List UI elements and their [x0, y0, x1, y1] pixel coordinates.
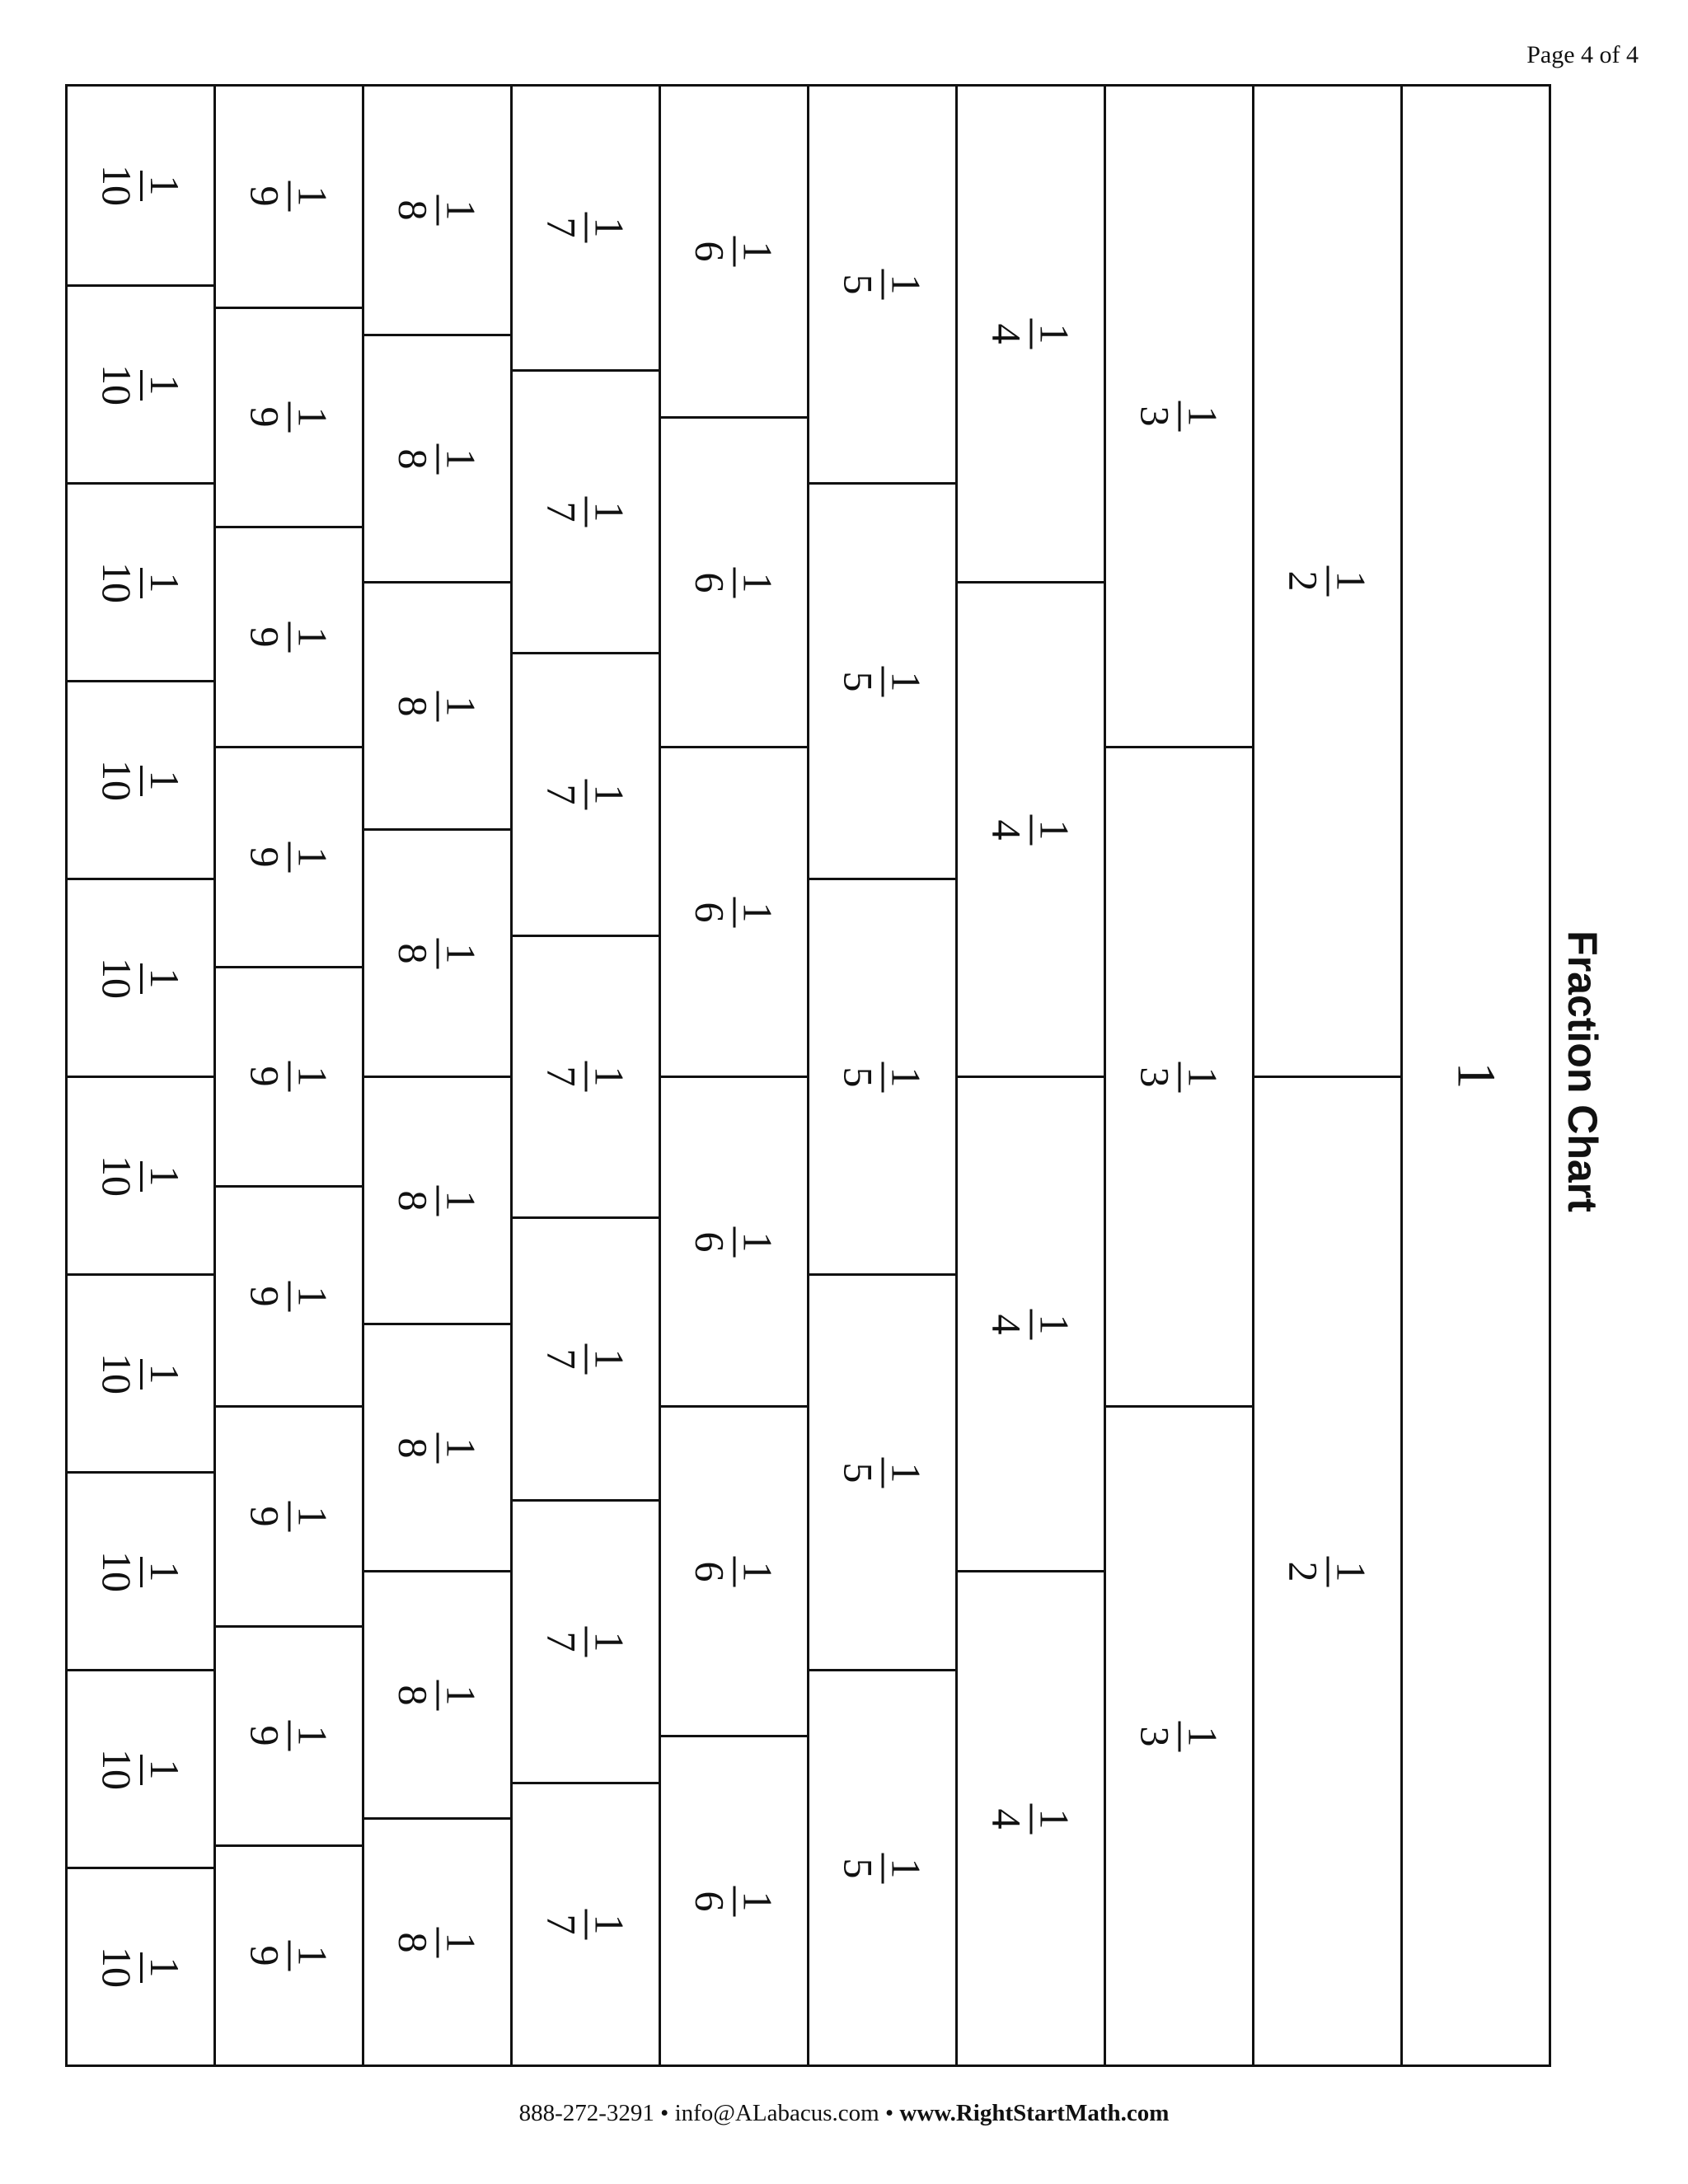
fraction-piece: [1254, 87, 1400, 1076]
denominator: 7: [538, 784, 585, 805]
numerator: 1: [585, 1627, 631, 1657]
fraction-piece: [364, 87, 510, 334]
fraction-piece: [364, 334, 510, 581]
fraction-piece: [1254, 1076, 1400, 2064]
fraction-label: [390, 1680, 485, 1710]
fraction-label: [538, 1344, 633, 1375]
fraction-label: [241, 1062, 336, 1092]
fraction-piece: [661, 746, 807, 1076]
numerator: 1: [1030, 814, 1076, 845]
denominator: 9: [241, 1725, 288, 1746]
fraction-label: [538, 496, 633, 527]
denominator: 3: [1132, 405, 1179, 427]
numerator: 1: [882, 269, 927, 300]
denominator: 7: [538, 217, 585, 238]
numerator: 1: [288, 1062, 334, 1092]
fraction-label: [538, 779, 633, 809]
fraction-label: [835, 1853, 930, 1883]
numerator: 1: [288, 841, 334, 872]
fraction-piece: [958, 1076, 1104, 1570]
numerator: 1: [288, 1721, 334, 1751]
fraction-label: [241, 622, 336, 653]
fraction-label: [687, 1226, 781, 1257]
denominator: 5: [835, 1462, 882, 1483]
denominator: 10: [93, 759, 140, 801]
fraction-piece: [68, 1076, 213, 1273]
fraction-label: [241, 181, 336, 212]
denominator: 4: [983, 819, 1030, 840]
denominator: 4: [983, 1314, 1030, 1334]
numerator: 1: [1179, 1062, 1224, 1092]
fraction-piece: [513, 1216, 659, 1499]
denominator: 9: [241, 1945, 288, 1966]
denominator: 10: [93, 1352, 140, 1394]
fraction-label: [390, 691, 485, 721]
footer-email: info@ALabacus.com: [674, 2100, 879, 2126]
fraction-piece: [661, 1076, 807, 1405]
fraction-piece: [68, 1471, 213, 1669]
denominator: 6: [687, 572, 734, 593]
fraction-label: [241, 1941, 336, 1971]
chart-title-text: Fraction Chart: [1559, 930, 1606, 1212]
denominator: 5: [835, 671, 882, 691]
fraction-piece: [1106, 746, 1252, 1405]
numerator: 1: [140, 1160, 185, 1191]
fraction-piece: [68, 1669, 213, 1867]
fraction-piece: [513, 369, 659, 652]
denominator: 10: [93, 1946, 140, 1988]
numerator: 1: [288, 1282, 334, 1312]
fraction-piece: [661, 87, 807, 416]
fraction-piece: [216, 1844, 362, 2064]
footer-website: www.RightStartMath.com: [899, 2100, 1170, 2126]
denominator: 8: [390, 1932, 437, 1952]
denominator: 3: [1132, 1066, 1179, 1087]
fraction-piece: [364, 1076, 510, 1323]
denominator: 8: [390, 1437, 437, 1458]
fraction-piece: [513, 935, 659, 1217]
fraction-piece: [364, 1817, 510, 2064]
fraction-label: [390, 1185, 485, 1216]
denominator: 10: [93, 1748, 140, 1790]
denominator: 8: [390, 1685, 437, 1705]
fraction-label: [93, 359, 188, 410]
numerator: 1: [140, 1754, 185, 1784]
fraction-label: [93, 953, 188, 1004]
fraction-piece: [809, 1669, 955, 2064]
fraction-label: [983, 1803, 1078, 1834]
denominator: 8: [390, 1190, 437, 1211]
fraction-label: [390, 1927, 485, 1957]
fraction-strip: [216, 87, 364, 2064]
fraction-piece: [68, 1867, 213, 2064]
numerator: 1: [585, 1344, 631, 1375]
denominator: 10: [93, 1550, 140, 1592]
fraction-piece: [216, 87, 362, 307]
numerator: 1: [140, 1358, 185, 1389]
fraction-piece: [513, 1499, 659, 1782]
denominator: 4: [983, 1808, 1030, 1829]
fraction-strip: [513, 87, 661, 2064]
fraction-strip: [1106, 87, 1254, 2064]
denominator: 9: [241, 626, 288, 648]
fraction-label: [241, 1721, 336, 1751]
fraction-piece: [216, 1405, 362, 1625]
numerator: 1: [734, 1226, 779, 1257]
fraction-label: [390, 195, 485, 226]
numerator: 1: [437, 691, 482, 721]
denominator: 8: [390, 448, 437, 469]
fraction-label: [538, 1910, 633, 1940]
numerator: 1: [288, 402, 334, 433]
fraction-piece: [68, 680, 213, 878]
denominator: 9: [241, 1286, 288, 1307]
fraction-label: [687, 567, 781, 598]
fraction-label: [538, 213, 633, 243]
fraction-label: [1132, 401, 1226, 432]
numerator: 1: [437, 1680, 482, 1710]
numerator: 1: [140, 567, 185, 598]
fraction-piece: [216, 307, 362, 527]
fraction-piece: [68, 878, 213, 1076]
fraction-label: [835, 666, 930, 696]
fraction-piece: [216, 746, 362, 966]
fraction-piece: [809, 87, 955, 482]
footer: [0, 2100, 1688, 2127]
numerator: 1: [734, 1886, 779, 1916]
fraction-piece: [216, 1625, 362, 1845]
numerator: 1: [140, 765, 185, 795]
numerator: 1: [288, 1941, 334, 1971]
fraction-label: [390, 443, 485, 474]
numerator: 1: [437, 1432, 482, 1463]
denominator: 5: [835, 274, 882, 295]
fraction-strip: [958, 87, 1106, 2064]
fraction-strip: [68, 87, 216, 2064]
fraction-label: [93, 1348, 188, 1399]
fraction-label: [983, 319, 1078, 349]
numerator: 1: [585, 779, 631, 809]
fraction-label: [390, 938, 485, 968]
numerator: 1: [734, 237, 779, 267]
fraction-label: [835, 1062, 930, 1092]
numerator: 1: [734, 1556, 779, 1586]
numerator: 1: [882, 666, 927, 696]
numerator: 1: [882, 1062, 927, 1092]
fraction-piece: [809, 1273, 955, 1669]
denominator: 6: [687, 1891, 734, 1911]
numerator: 1: [1030, 1803, 1076, 1834]
denominator: 8: [390, 696, 437, 716]
numerator: 1: [1327, 566, 1372, 597]
denominator: 8: [390, 199, 437, 221]
fraction-label: [835, 1457, 930, 1488]
numerator: 1: [437, 938, 482, 968]
numerator: 1: [288, 1501, 334, 1531]
numerator: 1: [140, 171, 185, 201]
fraction-piece: [68, 87, 213, 284]
fraction-label: [538, 1062, 633, 1092]
fraction-piece: [364, 828, 510, 1076]
denominator: 10: [93, 1155, 140, 1197]
denominator: 7: [538, 1631, 585, 1652]
numerator: 1: [1030, 319, 1076, 349]
fraction-piece: [661, 416, 807, 746]
fraction-strip: [1403, 87, 1549, 2064]
fraction-label: [983, 814, 1078, 845]
numerator: 1: [140, 1952, 185, 1982]
numerator: 1: [1327, 1556, 1372, 1586]
fraction-label: [241, 402, 336, 433]
numerator: 1: [585, 1062, 631, 1092]
denominator: 2: [1280, 570, 1327, 592]
numerator: 1: [140, 963, 185, 993]
denominator: 5: [835, 1858, 882, 1878]
denominator: 3: [1132, 1726, 1179, 1746]
fraction-label: [390, 1432, 485, 1463]
numerator: 1: [1179, 401, 1224, 432]
numerator: 1: [437, 1927, 482, 1957]
fraction-label: [93, 1942, 188, 1993]
fraction-piece: [216, 1185, 362, 1405]
fraction-label: [93, 755, 188, 806]
denominator: 7: [538, 1348, 585, 1370]
fraction-label: [241, 1282, 336, 1312]
fraction-label: [687, 1886, 781, 1916]
fraction-piece: [364, 1570, 510, 1817]
denominator: 7: [538, 501, 585, 523]
fraction-piece: [68, 284, 213, 482]
footer-separator: •: [884, 2100, 894, 2126]
fraction-chart: [65, 84, 1551, 2067]
denominator: 10: [93, 561, 140, 603]
fraction-piece: [513, 87, 659, 369]
numerator: 1: [734, 897, 779, 927]
numerator: 1: [585, 213, 631, 243]
page-number: Page 4 of 4: [1526, 41, 1639, 68]
numerator: 1: [585, 1910, 631, 1940]
fraction-piece: [958, 581, 1104, 1076]
fraction-piece: [364, 1323, 510, 1570]
fraction-label: [93, 1744, 188, 1795]
fraction-label: [241, 841, 336, 872]
footer-phone: 888-272-3291: [518, 2100, 654, 2126]
numerator: 1: [585, 496, 631, 527]
fraction-label: [93, 160, 188, 211]
fraction-piece: [809, 482, 955, 878]
numerator: 1: [437, 1185, 482, 1216]
fraction-strip: [1254, 87, 1403, 2064]
denominator: 5: [835, 1066, 882, 1087]
fraction-label: [1280, 566, 1375, 597]
denominator: 6: [687, 1231, 734, 1252]
numerator: 1: [882, 1457, 927, 1488]
fraction-strip: [809, 87, 958, 2064]
numerator: 1: [140, 1556, 185, 1586]
fraction-piece: [661, 1735, 807, 2064]
fraction-label: [983, 1309, 1078, 1339]
denominator: 6: [687, 241, 734, 262]
fraction-label: [93, 557, 188, 608]
denominator: 8: [390, 943, 437, 963]
denominator: 10: [93, 165, 140, 206]
fraction-label: [835, 269, 930, 300]
denominator: 7: [538, 1914, 585, 1935]
numerator: 1: [288, 622, 334, 653]
denominator: 10: [93, 957, 140, 999]
denominator: 9: [241, 185, 288, 207]
fraction-piece: [661, 1405, 807, 1735]
fraction-piece: [1106, 1405, 1252, 2064]
fraction-piece: [513, 652, 659, 935]
fraction-label: [687, 897, 781, 927]
fraction-label: [93, 1151, 188, 1202]
fraction-piece: [216, 966, 362, 1186]
fraction-piece: [216, 526, 362, 746]
fraction-label: [1280, 1556, 1375, 1586]
numerator: 1: [882, 1853, 927, 1883]
fraction-label: [241, 1501, 336, 1531]
fraction-piece: [1403, 87, 1549, 2064]
fraction-label: [538, 1627, 633, 1657]
denominator: 6: [687, 902, 734, 922]
fraction-label: [1132, 1721, 1226, 1751]
fraction-piece: [68, 1273, 213, 1471]
denominator: 2: [1280, 1561, 1327, 1582]
numerator: 1: [437, 195, 482, 226]
fraction-strip: [661, 87, 809, 2064]
fraction-piece: [1106, 87, 1252, 746]
fraction-piece: [68, 482, 213, 680]
whole-label: 1: [1446, 1062, 1507, 1090]
numerator: 1: [1030, 1309, 1076, 1339]
numerator: 1: [288, 181, 334, 212]
fraction-label: [687, 237, 781, 267]
fraction-piece: [513, 1782, 659, 2064]
fraction-piece: [364, 581, 510, 828]
numerator: 1: [140, 369, 185, 400]
denominator: 10: [93, 363, 140, 405]
fraction-piece: [958, 1570, 1104, 2064]
denominator: 7: [538, 1066, 585, 1087]
denominator: 9: [241, 846, 288, 868]
denominator: 4: [983, 323, 1030, 344]
fraction-strip: [364, 87, 513, 2064]
denominator: 6: [687, 1561, 734, 1582]
fraction-label: [687, 1556, 781, 1586]
denominator: 9: [241, 1066, 288, 1087]
numerator: 1: [437, 443, 482, 474]
numerator: 1: [1179, 1721, 1224, 1751]
fraction-piece: [958, 87, 1104, 581]
denominator: 9: [241, 1506, 288, 1527]
fraction-label: [1132, 1062, 1226, 1092]
numerator: 1: [734, 567, 779, 598]
fraction-label: [93, 1546, 188, 1597]
fraction-piece: [809, 878, 955, 1273]
denominator: 9: [241, 406, 288, 428]
footer-separator: •: [660, 2100, 669, 2126]
